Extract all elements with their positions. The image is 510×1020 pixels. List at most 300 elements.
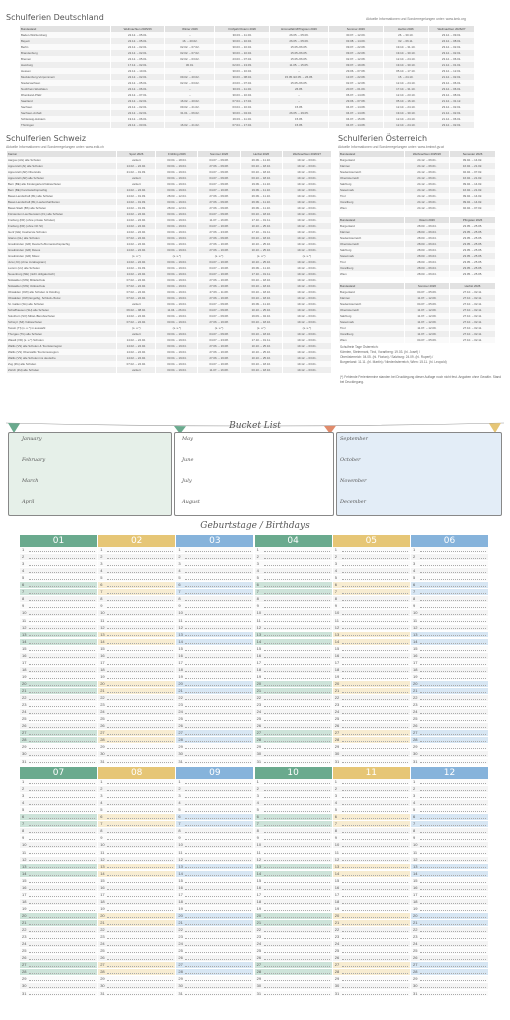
day-row[interactable]: 19 bbox=[98, 906, 175, 913]
day-row[interactable]: 3 bbox=[411, 793, 488, 800]
day-row[interactable]: 25 bbox=[255, 948, 332, 955]
day-row[interactable]: 21 bbox=[98, 688, 175, 695]
day-row[interactable]: 8 bbox=[255, 828, 332, 835]
day-row[interactable]: 3 bbox=[176, 793, 253, 800]
day-row[interactable]: 20 bbox=[411, 681, 488, 688]
day-row[interactable]: 6 bbox=[98, 814, 175, 821]
day-row[interactable]: 17 bbox=[20, 892, 97, 899]
day-row[interactable]: 14 bbox=[20, 639, 97, 646]
day-row[interactable]: 9 bbox=[98, 603, 175, 610]
day-row[interactable]: 30 bbox=[333, 751, 410, 758]
day-row[interactable]: 11 bbox=[98, 850, 175, 857]
day-row[interactable]: 7 bbox=[176, 821, 253, 828]
day-row[interactable]: 22 bbox=[176, 927, 253, 934]
day-row[interactable]: 28 bbox=[411, 969, 488, 976]
day-row[interactable]: 15 bbox=[98, 878, 175, 885]
day-row[interactable]: 25 bbox=[176, 716, 253, 723]
day-row[interactable]: 2 bbox=[20, 786, 97, 793]
day-row[interactable]: 22 bbox=[20, 927, 97, 934]
day-row[interactable]: 13 bbox=[20, 632, 97, 639]
day-row[interactable]: 25 bbox=[411, 716, 488, 723]
day-row[interactable]: 26 bbox=[255, 723, 332, 730]
day-row[interactable]: 12 bbox=[98, 857, 175, 864]
day-row[interactable]: 4 bbox=[333, 568, 410, 575]
day-row[interactable]: 23 bbox=[176, 702, 253, 709]
day-row[interactable]: 30 bbox=[20, 983, 97, 990]
day-row[interactable]: 2 bbox=[176, 554, 253, 561]
day-row[interactable]: 17 bbox=[333, 892, 410, 899]
day-row[interactable]: 20 bbox=[20, 681, 97, 688]
day-row[interactable]: 18 bbox=[98, 899, 175, 906]
day-row[interactable]: 8 bbox=[176, 596, 253, 603]
day-row[interactable]: 7 bbox=[411, 821, 488, 828]
day-row[interactable]: 31 bbox=[333, 991, 410, 998]
day-row[interactable]: 5 bbox=[255, 807, 332, 814]
day-row[interactable]: 28 bbox=[255, 737, 332, 744]
day-row[interactable]: 24 bbox=[255, 941, 332, 948]
day-row[interactable]: 21 bbox=[176, 920, 253, 927]
day-row[interactable]: 5 bbox=[176, 575, 253, 582]
day-row[interactable]: 31 bbox=[411, 759, 488, 766]
day-row[interactable]: 20 bbox=[333, 913, 410, 920]
day-row[interactable]: 25 bbox=[411, 948, 488, 955]
day-row[interactable]: 13 bbox=[176, 632, 253, 639]
day-row[interactable]: 16 bbox=[98, 885, 175, 892]
day-row[interactable]: 8 bbox=[411, 596, 488, 603]
day-row[interactable]: 7 bbox=[20, 589, 97, 596]
day-row[interactable]: 7 bbox=[255, 821, 332, 828]
day-row[interactable]: 19 bbox=[20, 906, 97, 913]
day-row[interactable]: 23 bbox=[255, 702, 332, 709]
day-row[interactable]: 19 bbox=[98, 674, 175, 681]
day-row[interactable]: 5 bbox=[20, 575, 97, 582]
day-row[interactable]: 2 bbox=[255, 786, 332, 793]
day-row[interactable]: 19 bbox=[176, 906, 253, 913]
day-row[interactable]: 10 bbox=[98, 842, 175, 849]
day-row[interactable]: 21 bbox=[20, 920, 97, 927]
day-row[interactable]: 27 bbox=[255, 962, 332, 969]
day-row[interactable]: 21 bbox=[333, 688, 410, 695]
day-row[interactable]: 1 bbox=[98, 779, 175, 786]
day-row[interactable]: 5 bbox=[255, 575, 332, 582]
day-row[interactable]: 16 bbox=[20, 653, 97, 660]
day-row[interactable]: 9 bbox=[411, 603, 488, 610]
day-row[interactable]: 28 bbox=[176, 969, 253, 976]
day-row[interactable]: 26 bbox=[411, 955, 488, 962]
day-row[interactable]: 11 bbox=[20, 618, 97, 625]
day-row[interactable]: 9 bbox=[255, 603, 332, 610]
day-row[interactable]: 2 bbox=[333, 554, 410, 561]
day-row[interactable]: 10 bbox=[176, 842, 253, 849]
day-row[interactable]: 12 bbox=[411, 857, 488, 864]
day-row[interactable]: 25 bbox=[333, 948, 410, 955]
day-row[interactable]: 21 bbox=[98, 920, 175, 927]
day-row[interactable]: 14 bbox=[333, 871, 410, 878]
day-row[interactable]: 13 bbox=[411, 864, 488, 871]
day-row[interactable]: 24 bbox=[411, 941, 488, 948]
day-row[interactable]: 20 bbox=[98, 681, 175, 688]
day-row[interactable]: 20 bbox=[20, 913, 97, 920]
day-row[interactable]: 3 bbox=[255, 561, 332, 568]
day-row[interactable]: 3 bbox=[20, 561, 97, 568]
day-row[interactable]: 18 bbox=[333, 667, 410, 674]
day-row[interactable]: 31 bbox=[20, 991, 97, 998]
day-row[interactable]: 6 bbox=[98, 582, 175, 589]
day-row[interactable]: 26 bbox=[176, 955, 253, 962]
day-row[interactable]: 20 bbox=[98, 913, 175, 920]
day-row[interactable]: 8 bbox=[20, 596, 97, 603]
day-row[interactable]: 25 bbox=[20, 948, 97, 955]
day-row[interactable]: 2 bbox=[98, 554, 175, 561]
day-row[interactable]: 9 bbox=[411, 835, 488, 842]
day-row[interactable]: 23 bbox=[176, 934, 253, 941]
day-row[interactable]: 13 bbox=[255, 864, 332, 871]
day-row[interactable]: 21 bbox=[411, 688, 488, 695]
day-row[interactable]: 11 bbox=[98, 618, 175, 625]
day-row[interactable]: 8 bbox=[20, 828, 97, 835]
day-row[interactable]: 9 bbox=[98, 835, 175, 842]
day-row[interactable]: 7 bbox=[176, 589, 253, 596]
day-row[interactable]: 21 bbox=[20, 688, 97, 695]
day-row[interactable]: 11 bbox=[255, 618, 332, 625]
day-row[interactable]: 29 bbox=[333, 744, 410, 751]
day-row[interactable]: 3 bbox=[255, 793, 332, 800]
day-row[interactable]: 10 bbox=[255, 610, 332, 617]
day-row[interactable]: 1 bbox=[98, 547, 175, 554]
day-row[interactable]: 1 bbox=[333, 547, 410, 554]
day-row[interactable]: 17 bbox=[411, 892, 488, 899]
day-row[interactable]: 5 bbox=[98, 575, 175, 582]
day-row[interactable]: 20 bbox=[255, 913, 332, 920]
day-row[interactable]: 1 bbox=[20, 547, 97, 554]
day-row[interactable]: 11 bbox=[20, 850, 97, 857]
day-row[interactable]: 20 bbox=[255, 681, 332, 688]
day-row[interactable]: 16 bbox=[411, 885, 488, 892]
day-row[interactable]: 3 bbox=[98, 793, 175, 800]
day-row[interactable]: 4 bbox=[255, 800, 332, 807]
day-row[interactable]: 22 bbox=[255, 695, 332, 702]
day-row[interactable]: 24 bbox=[176, 709, 253, 716]
day-row[interactable]: 14 bbox=[98, 871, 175, 878]
day-row[interactable]: 30 bbox=[176, 751, 253, 758]
day-row[interactable]: 24 bbox=[176, 941, 253, 948]
day-row[interactable]: 30 bbox=[98, 751, 175, 758]
day-row[interactable]: 22 bbox=[411, 927, 488, 934]
day-row[interactable]: 15 bbox=[20, 878, 97, 885]
day-row[interactable]: 2 bbox=[98, 786, 175, 793]
day-row[interactable]: 24 bbox=[98, 709, 175, 716]
day-row[interactable]: 9 bbox=[333, 835, 410, 842]
day-row[interactable]: 29 bbox=[20, 744, 97, 751]
day-row[interactable]: 2 bbox=[411, 786, 488, 793]
day-row[interactable]: 30 bbox=[411, 983, 488, 990]
day-row[interactable]: 6 bbox=[411, 582, 488, 589]
day-row[interactable]: 24 bbox=[98, 941, 175, 948]
day-row[interactable]: 1 bbox=[411, 547, 488, 554]
day-row[interactable]: 15 bbox=[176, 646, 253, 653]
day-row[interactable]: 18 bbox=[411, 667, 488, 674]
day-row[interactable]: 6 bbox=[20, 814, 97, 821]
day-row[interactable]: 30 bbox=[176, 983, 253, 990]
day-row[interactable]: 31 bbox=[98, 759, 175, 766]
day-row[interactable]: 30 bbox=[255, 751, 332, 758]
day-row[interactable]: 29 bbox=[411, 976, 488, 983]
day-row[interactable]: 15 bbox=[176, 878, 253, 885]
day-row[interactable]: 25 bbox=[333, 716, 410, 723]
day-row[interactable]: 28 bbox=[411, 737, 488, 744]
day-row[interactable]: 31 bbox=[255, 759, 332, 766]
day-row[interactable]: 19 bbox=[333, 674, 410, 681]
day-row[interactable]: 26 bbox=[98, 955, 175, 962]
day-row[interactable]: 21 bbox=[176, 688, 253, 695]
day-row[interactable]: 3 bbox=[98, 561, 175, 568]
day-row[interactable]: 29 bbox=[255, 744, 332, 751]
day-row[interactable]: 3 bbox=[176, 561, 253, 568]
day-row[interactable]: 22 bbox=[411, 695, 488, 702]
day-row[interactable]: 25 bbox=[20, 716, 97, 723]
day-row[interactable]: 4 bbox=[176, 800, 253, 807]
day-row[interactable]: 12 bbox=[333, 857, 410, 864]
day-row[interactable]: 5 bbox=[411, 575, 488, 582]
day-row[interactable]: 30 bbox=[411, 751, 488, 758]
day-row[interactable]: 6 bbox=[255, 814, 332, 821]
day-row[interactable]: 18 bbox=[255, 899, 332, 906]
day-row[interactable]: 24 bbox=[333, 941, 410, 948]
day-row[interactable]: 9 bbox=[255, 835, 332, 842]
day-row[interactable]: 31 bbox=[333, 759, 410, 766]
day-row[interactable]: 28 bbox=[20, 737, 97, 744]
day-row[interactable]: 23 bbox=[255, 934, 332, 941]
day-row[interactable]: 16 bbox=[255, 653, 332, 660]
day-row[interactable]: 31 bbox=[255, 991, 332, 998]
day-row[interactable]: 24 bbox=[20, 709, 97, 716]
day-row[interactable]: 16 bbox=[176, 653, 253, 660]
day-row[interactable]: 16 bbox=[176, 885, 253, 892]
day-row[interactable]: 28 bbox=[20, 969, 97, 976]
day-row[interactable]: 16 bbox=[411, 653, 488, 660]
day-row[interactable]: 15 bbox=[411, 646, 488, 653]
day-row[interactable]: 27 bbox=[411, 730, 488, 737]
day-row[interactable]: 30 bbox=[255, 983, 332, 990]
day-row[interactable]: 7 bbox=[333, 589, 410, 596]
day-row[interactable]: 4 bbox=[411, 568, 488, 575]
day-row[interactable]: 4 bbox=[20, 568, 97, 575]
day-row[interactable]: 27 bbox=[411, 962, 488, 969]
day-row[interactable]: 26 bbox=[20, 723, 97, 730]
day-row[interactable]: 31 bbox=[176, 991, 253, 998]
day-row[interactable]: 6 bbox=[20, 582, 97, 589]
day-row[interactable]: 16 bbox=[255, 885, 332, 892]
day-row[interactable]: 18 bbox=[98, 667, 175, 674]
day-row[interactable]: 27 bbox=[20, 962, 97, 969]
day-row[interactable]: 17 bbox=[176, 660, 253, 667]
day-row[interactable]: 9 bbox=[20, 835, 97, 842]
day-row[interactable]: 5 bbox=[20, 807, 97, 814]
day-row[interactable]: 7 bbox=[255, 589, 332, 596]
day-row[interactable]: 21 bbox=[255, 688, 332, 695]
day-row[interactable]: 12 bbox=[333, 625, 410, 632]
day-row[interactable]: 13 bbox=[98, 632, 175, 639]
day-row[interactable]: 1 bbox=[176, 547, 253, 554]
day-row[interactable]: 9 bbox=[20, 603, 97, 610]
day-row[interactable]: 28 bbox=[333, 969, 410, 976]
day-row[interactable]: 19 bbox=[20, 674, 97, 681]
day-row[interactable]: 27 bbox=[333, 730, 410, 737]
day-row[interactable]: 27 bbox=[20, 730, 97, 737]
day-row[interactable]: 11 bbox=[411, 618, 488, 625]
day-row[interactable]: 20 bbox=[176, 681, 253, 688]
day-row[interactable]: 23 bbox=[20, 702, 97, 709]
day-row[interactable]: 1 bbox=[176, 779, 253, 786]
day-row[interactable]: 7 bbox=[411, 589, 488, 596]
day-row[interactable]: 11 bbox=[333, 618, 410, 625]
day-row[interactable]: 5 bbox=[176, 807, 253, 814]
day-row[interactable]: 25 bbox=[98, 948, 175, 955]
day-row[interactable]: 4 bbox=[411, 800, 488, 807]
day-row[interactable]: 23 bbox=[98, 934, 175, 941]
day-row[interactable]: 8 bbox=[411, 828, 488, 835]
day-row[interactable]: 13 bbox=[255, 632, 332, 639]
day-row[interactable]: 8 bbox=[176, 828, 253, 835]
day-row[interactable]: 4 bbox=[176, 568, 253, 575]
day-row[interactable]: 29 bbox=[411, 744, 488, 751]
day-row[interactable]: 14 bbox=[411, 639, 488, 646]
day-row[interactable]: 10 bbox=[98, 610, 175, 617]
day-row[interactable]: 2 bbox=[255, 554, 332, 561]
day-row[interactable]: 24 bbox=[411, 709, 488, 716]
day-row[interactable]: 18 bbox=[176, 667, 253, 674]
day-row[interactable]: 12 bbox=[20, 625, 97, 632]
day-row[interactable]: 18 bbox=[255, 667, 332, 674]
day-row[interactable]: 12 bbox=[176, 625, 253, 632]
day-row[interactable]: 20 bbox=[333, 681, 410, 688]
day-row[interactable]: 19 bbox=[411, 674, 488, 681]
day-row[interactable]: 4 bbox=[98, 800, 175, 807]
day-row[interactable]: 31 bbox=[411, 991, 488, 998]
day-row[interactable]: 2 bbox=[411, 554, 488, 561]
day-row[interactable]: 19 bbox=[255, 674, 332, 681]
day-row[interactable]: 4 bbox=[255, 568, 332, 575]
day-row[interactable]: 31 bbox=[98, 991, 175, 998]
day-row[interactable]: 27 bbox=[255, 730, 332, 737]
day-row[interactable]: 18 bbox=[20, 899, 97, 906]
day-row[interactable]: 8 bbox=[333, 828, 410, 835]
day-row[interactable]: 22 bbox=[333, 927, 410, 934]
day-row[interactable]: 17 bbox=[20, 660, 97, 667]
day-row[interactable]: 17 bbox=[176, 892, 253, 899]
day-row[interactable]: 21 bbox=[255, 920, 332, 927]
day-row[interactable]: 4 bbox=[333, 800, 410, 807]
day-row[interactable]: 19 bbox=[176, 674, 253, 681]
day-row[interactable]: 5 bbox=[411, 807, 488, 814]
day-row[interactable]: 14 bbox=[98, 639, 175, 646]
day-row[interactable]: 17 bbox=[255, 660, 332, 667]
day-row[interactable]: 18 bbox=[333, 899, 410, 906]
day-row[interactable]: 12 bbox=[411, 625, 488, 632]
day-row[interactable]: 10 bbox=[20, 610, 97, 617]
day-row[interactable]: 22 bbox=[255, 927, 332, 934]
day-row[interactable]: 23 bbox=[411, 934, 488, 941]
day-row[interactable]: 27 bbox=[98, 730, 175, 737]
day-row[interactable]: 26 bbox=[176, 723, 253, 730]
day-row[interactable]: 21 bbox=[333, 920, 410, 927]
day-row[interactable]: 15 bbox=[98, 646, 175, 653]
day-row[interactable]: 17 bbox=[98, 892, 175, 899]
day-row[interactable]: 18 bbox=[20, 667, 97, 674]
day-row[interactable]: 23 bbox=[98, 702, 175, 709]
day-row[interactable]: 27 bbox=[176, 962, 253, 969]
day-row[interactable]: 18 bbox=[411, 899, 488, 906]
day-row[interactable]: 16 bbox=[20, 885, 97, 892]
day-row[interactable]: 23 bbox=[333, 702, 410, 709]
day-row[interactable]: 28 bbox=[255, 969, 332, 976]
day-row[interactable]: 24 bbox=[255, 709, 332, 716]
day-row[interactable]: 26 bbox=[411, 723, 488, 730]
day-row[interactable]: 27 bbox=[333, 962, 410, 969]
day-row[interactable]: 22 bbox=[98, 927, 175, 934]
day-row[interactable]: 15 bbox=[20, 646, 97, 653]
day-row[interactable]: 11 bbox=[176, 618, 253, 625]
day-row[interactable]: 25 bbox=[98, 716, 175, 723]
day-row[interactable]: 23 bbox=[333, 934, 410, 941]
day-row[interactable]: 6 bbox=[176, 814, 253, 821]
day-row[interactable]: 24 bbox=[333, 709, 410, 716]
day-row[interactable]: 13 bbox=[20, 864, 97, 871]
day-row[interactable]: 7 bbox=[20, 821, 97, 828]
day-row[interactable]: 2 bbox=[20, 554, 97, 561]
day-row[interactable]: 13 bbox=[411, 632, 488, 639]
day-row[interactable]: 8 bbox=[98, 596, 175, 603]
day-row[interactable]: 29 bbox=[20, 976, 97, 983]
day-row[interactable]: 9 bbox=[176, 835, 253, 842]
day-row[interactable]: 5 bbox=[98, 807, 175, 814]
day-row[interactable]: 24 bbox=[20, 941, 97, 948]
day-row[interactable]: 19 bbox=[333, 906, 410, 913]
day-row[interactable]: 30 bbox=[98, 983, 175, 990]
day-row[interactable]: 9 bbox=[333, 603, 410, 610]
day-row[interactable]: 10 bbox=[411, 842, 488, 849]
day-row[interactable]: 29 bbox=[333, 976, 410, 983]
day-row[interactable]: 14 bbox=[255, 871, 332, 878]
day-row[interactable]: 11 bbox=[333, 850, 410, 857]
day-row[interactable]: 5 bbox=[333, 575, 410, 582]
day-row[interactable]: 26 bbox=[333, 723, 410, 730]
day-row[interactable]: 29 bbox=[98, 976, 175, 983]
day-row[interactable]: 22 bbox=[98, 695, 175, 702]
day-row[interactable]: 17 bbox=[411, 660, 488, 667]
day-row[interactable]: 14 bbox=[333, 639, 410, 646]
day-row[interactable]: 14 bbox=[176, 871, 253, 878]
day-row[interactable]: 2 bbox=[333, 786, 410, 793]
day-row[interactable]: 17 bbox=[255, 892, 332, 899]
day-row[interactable]: 4 bbox=[98, 568, 175, 575]
day-row[interactable]: 5 bbox=[333, 807, 410, 814]
day-row[interactable]: 14 bbox=[176, 639, 253, 646]
day-row[interactable]: 13 bbox=[98, 864, 175, 871]
day-row[interactable]: 28 bbox=[98, 969, 175, 976]
day-row[interactable]: 8 bbox=[333, 596, 410, 603]
day-row[interactable]: 31 bbox=[20, 759, 97, 766]
day-row[interactable]: 21 bbox=[411, 920, 488, 927]
day-row[interactable]: 7 bbox=[333, 821, 410, 828]
day-row[interactable]: 3 bbox=[20, 793, 97, 800]
day-row[interactable]: 28 bbox=[176, 737, 253, 744]
day-row[interactable]: 30 bbox=[20, 751, 97, 758]
day-row[interactable]: 22 bbox=[20, 695, 97, 702]
day-row[interactable]: 8 bbox=[98, 828, 175, 835]
day-row[interactable]: 25 bbox=[255, 716, 332, 723]
day-row[interactable]: 28 bbox=[333, 737, 410, 744]
